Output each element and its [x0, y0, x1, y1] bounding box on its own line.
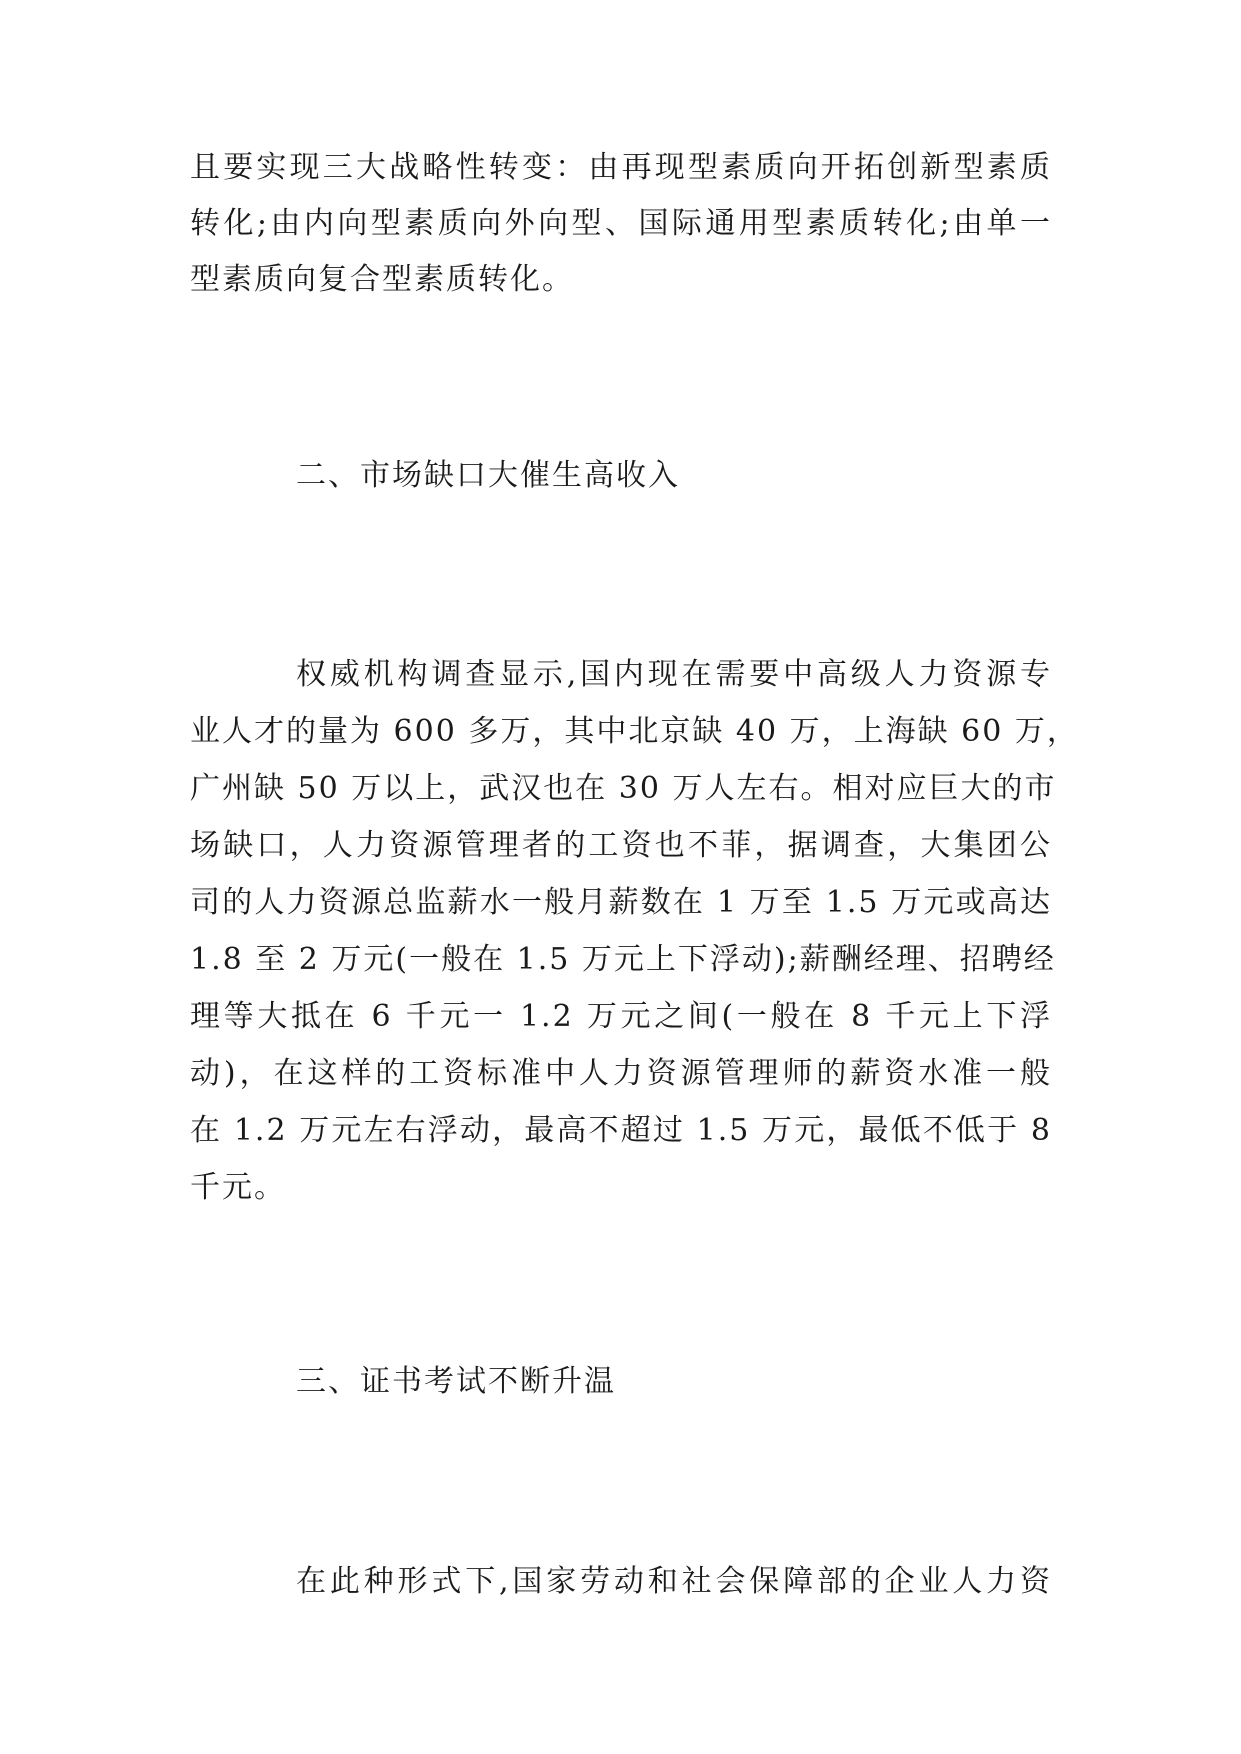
paragraph-line: 型素质向复合型素质转化。: [190, 262, 574, 297]
paragraph-line: 权威机构调查显示,国内现在需要中高级人力资源专: [296, 657, 1052, 692]
paragraph-line: 千元。: [190, 1170, 286, 1205]
paragraph-line: 广州缺 50 万以上，武汉也在 30 万人左右。相对应巨大的市: [190, 771, 1057, 806]
paragraph-line: 转化;由内向型素质向外向型、国际通用型素质转化;由单一: [190, 206, 1052, 241]
paragraph-line: 在此种形式下,国家劳动和社会保障部的企业人力资: [296, 1564, 1052, 1599]
paragraph-line: 司的人力资源总监薪水一般月薪数在 1 万至 1.5 万元或高达: [190, 885, 1052, 920]
paragraph-line: 且要实现三大战略性转变：由再现型素质向开拓创新型素质: [190, 150, 1052, 185]
paragraph-line: 在 1.2 万元左右浮动，最高不超过 1.5 万元，最低不低于 8: [190, 1113, 1052, 1148]
paragraph-line: 理等大抵在 6 千元一 1.2 万元之间(一般在 8 千元上下浮: [190, 999, 1052, 1034]
paragraph-line: 场缺口，人力资源管理者的工资也不菲，据调查，大集团公: [190, 828, 1052, 863]
paragraph-line: 1.8 至 2 万元(一般在 1.5 万元上下浮动);薪酬经理、招聘经: [190, 942, 1056, 977]
paragraph-line: 业人才的量为 600 多万，其中北京缺 40 万，上海缺 60 万，: [190, 714, 1079, 749]
section-heading: 二、市场缺口大催生高收入: [296, 458, 680, 493]
section-heading: 三、证书考试不断升温: [296, 1364, 616, 1399]
paragraph-line: 动)，在这样的工资标准中人力资源管理师的薪资水准一般: [190, 1056, 1052, 1091]
